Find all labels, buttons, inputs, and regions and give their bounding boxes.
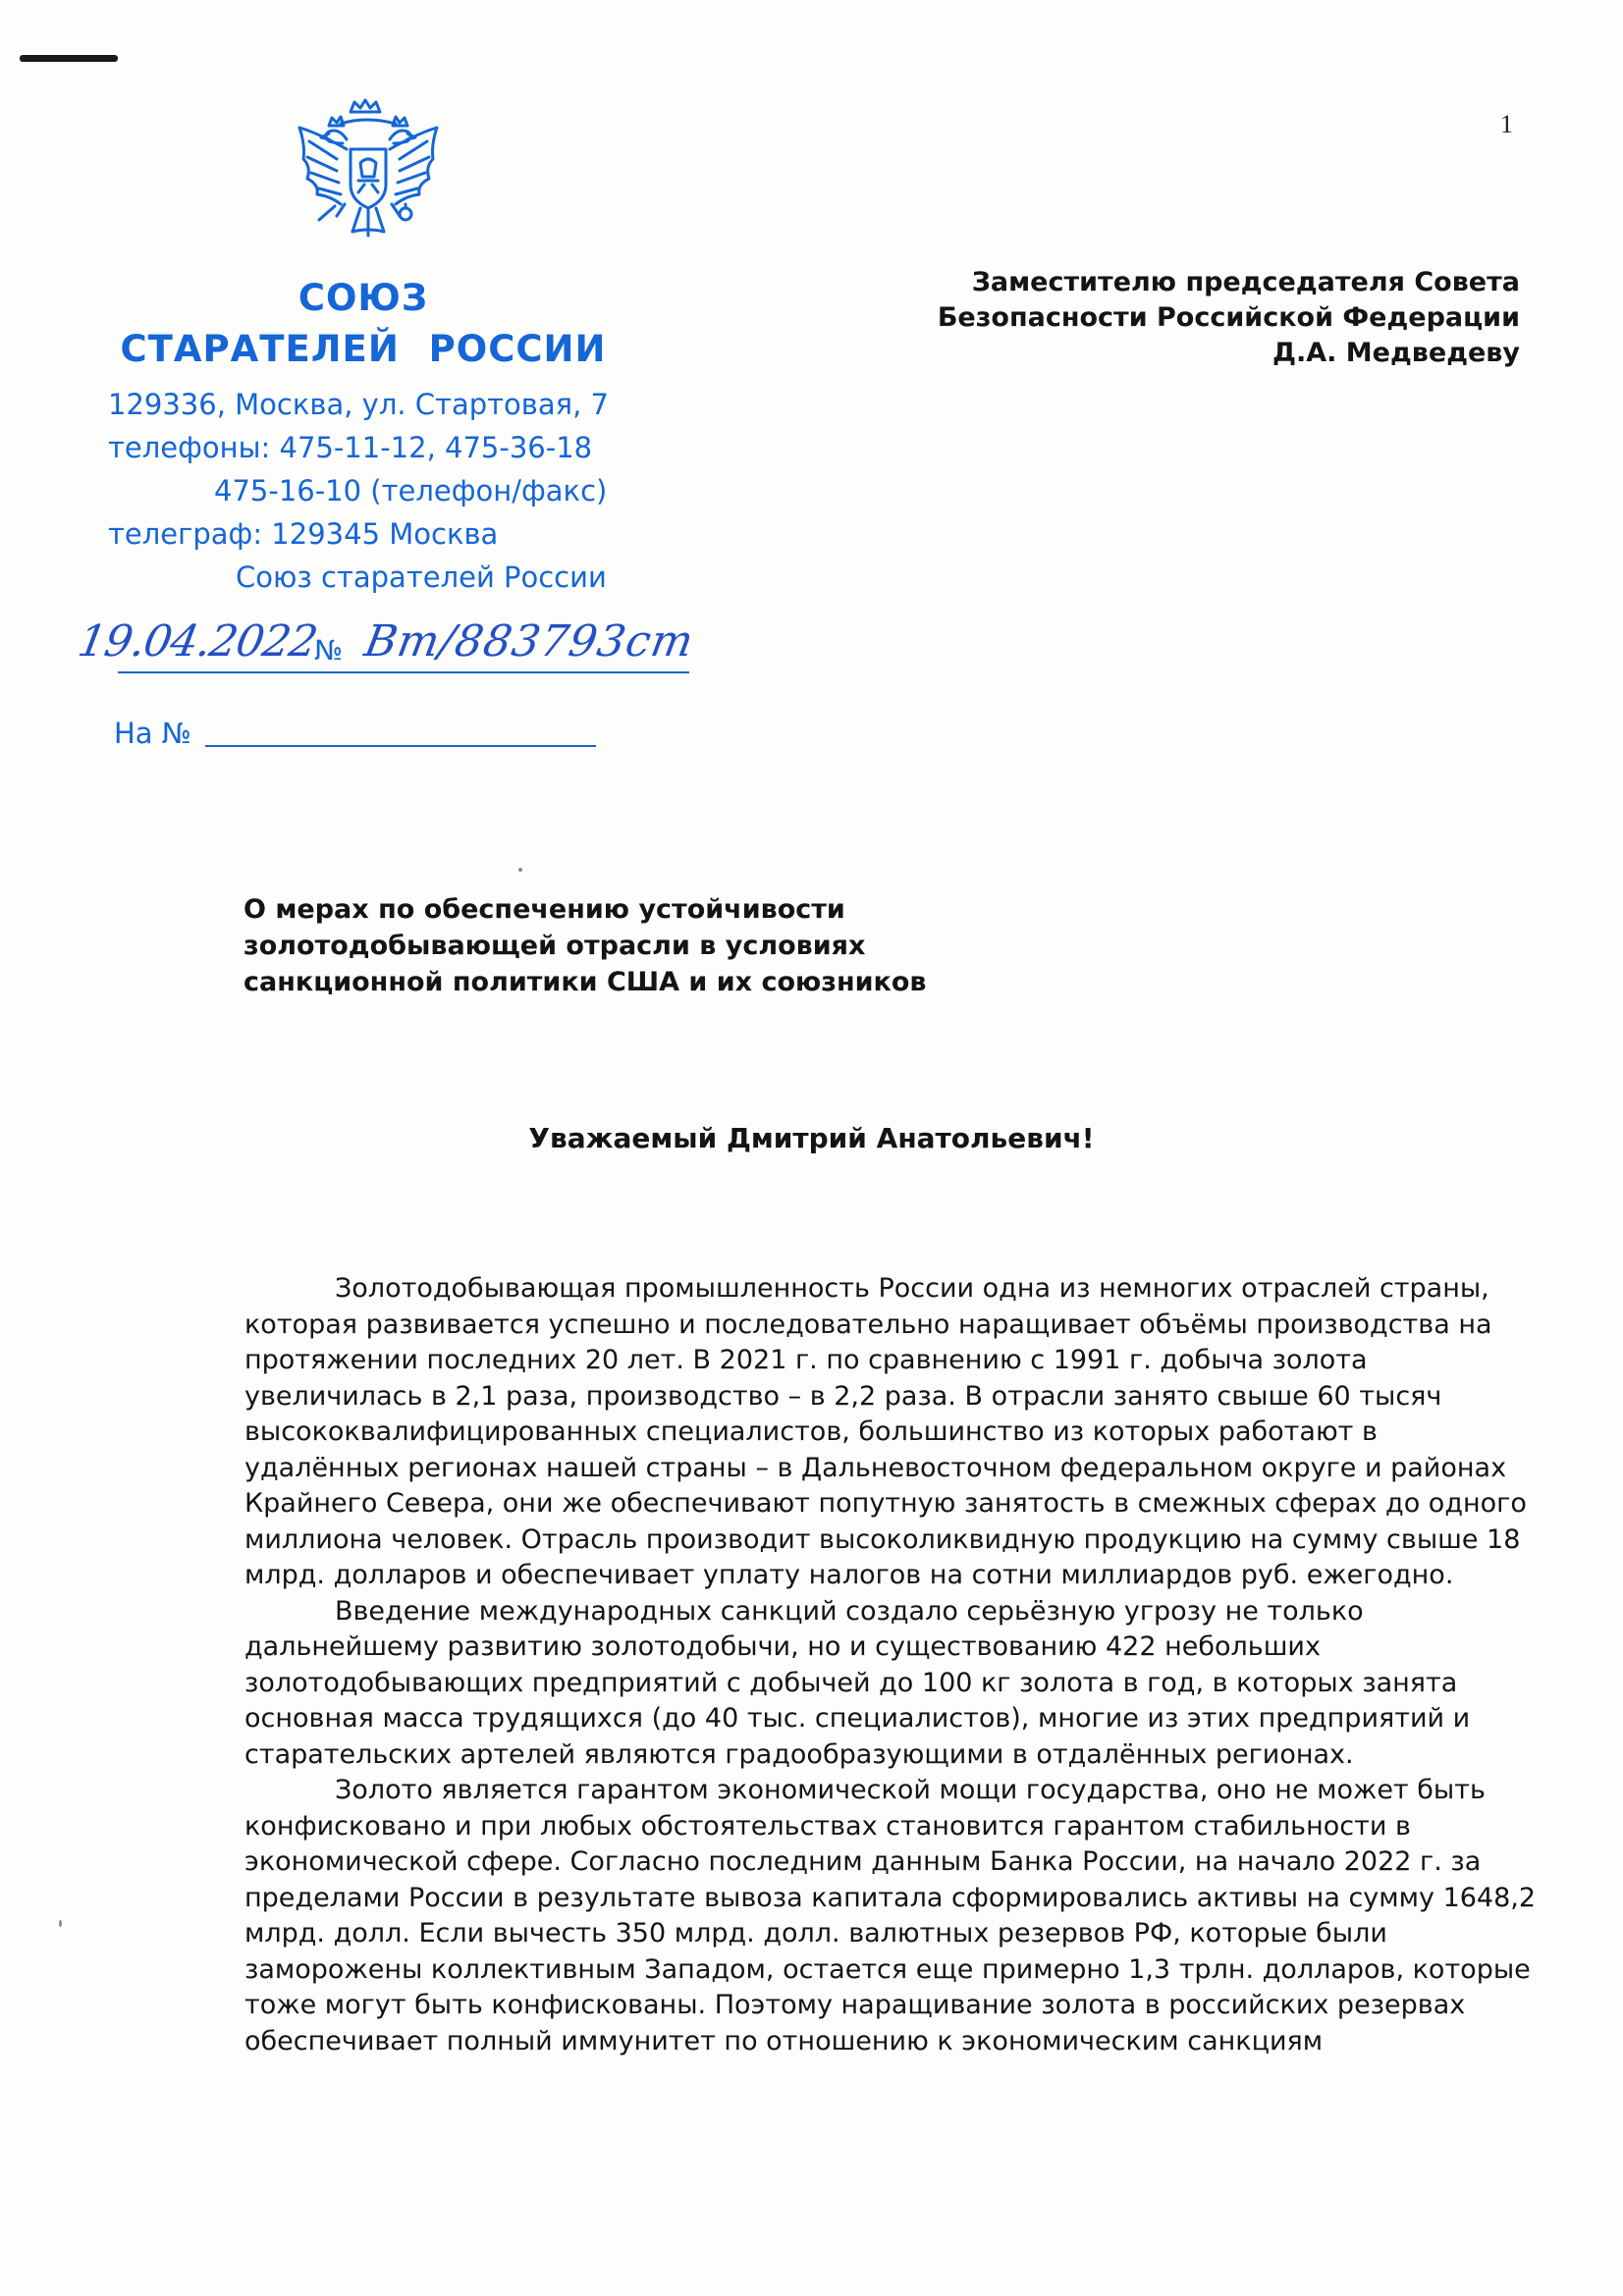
number-sign: № xyxy=(314,634,344,667)
organization-name-line1: СОЮЗ xyxy=(298,277,429,319)
body-paragraph: Золотодобывающая промышленность России одна из немногих отраслей страны, которая развивается успешно и последовательно наращивает объёмы производства на протяжении последних 20 лет. В 2021 г. по сравнению с 1991 г. добыча золота увеличилась в 2,1 раза, производство – в 2,2 раза. В отрасли занято свыше 60 тысяч высококвалифицированных специалистов, большинство из которых работают в удалённых регионах нашей страны – в Дальневосточном федеральном округе и районах Крайнего Севера, они же обеспечивают попутную занятость в смежных сферах до одного миллиона человек. Отрасль производит высоколиквидную продукцию на сумму свыше 18 млрд. долларов и обеспечивает уплату налогов на сотни миллиардов руб. ежегодно. xyxy=(244,1273,1527,1590)
organization-name-line2: СТАРАТЕЛЕЙ РОССИИ xyxy=(120,328,607,370)
organization-letterhead xyxy=(108,273,619,599)
letter-body xyxy=(244,1271,1541,2059)
body-paragraph: Золото является гарантом экономической мощи государства, оно не может быть конфисковано и при любых обстоятельствах становится гарантом стабильности в экономической сфере. Согласно последним данным Банка России, на начало 2022 г. за пределами России в результате вывоза капитала сформировались активы на сумму 1648,2 млрд. долл. Если вычесть 350 млрд. долл. валютных резервов РФ, которые были заморожены коллективным Западом, остается еще примерно 1,3 трлн. долларов, которые тоже могут быть конфискованы. Поэтому наращивание золота в российских резервах обеспечивает полный иммунитет по отношению к экономическим санкциям xyxy=(244,1775,1537,2056)
salutation: Уважаемый Дмитрий Анатольевич! xyxy=(528,1122,1095,1154)
organization-phones: телефоны: 475-11-12, 475-36-18 xyxy=(108,431,593,464)
organization-telegraph-address: Союз старателей России xyxy=(236,561,607,594)
organization-name xyxy=(108,273,619,375)
subject-line3: санкционной политики США и их союзников xyxy=(243,967,927,997)
organization-fax: 475-16-10 (телефон/факс) xyxy=(214,474,608,507)
handwritten-date: 19.04.2022 xyxy=(74,616,321,667)
body-paragraph: Введение международных санкций создало серьёзную угрозу не только дальнейшему развитию золотодобычи, но и существованию 422 небольших золотодобывающих предприятий с добычей до 100 кг золота в год, в которых занята основная масса трудящихся (до 40 тыс. специалистов), многие из этих предприятий и старательских артелей являются градообразующими в отдалённых регионах. xyxy=(244,1595,1471,1770)
reply-to-blank-line xyxy=(205,745,596,747)
addressee-line2: Безопасности Российской Федерации xyxy=(937,302,1520,333)
addressee-block xyxy=(938,265,1520,371)
reply-to-reference xyxy=(114,717,596,750)
reply-to-label: На № xyxy=(114,717,191,750)
addressee-line1: Заместителю председателя Совета xyxy=(971,267,1520,297)
subject-line1: О мерах по обеспечению устойчивости xyxy=(243,894,845,925)
page-number: 1 xyxy=(1500,110,1513,138)
coat-of-arms-icon xyxy=(290,94,447,241)
handwritten-reference-number: Вт/883793ст xyxy=(360,616,698,667)
scan-edge-mark xyxy=(20,55,118,62)
outgoing-reference xyxy=(74,607,698,675)
subject-line2: золотодобывающей отрасли в условиях xyxy=(243,931,866,961)
reference-underline xyxy=(118,671,689,673)
scan-speck xyxy=(59,1920,62,1927)
organization-address: 129336, Москва, ул. Стартовая, 7 xyxy=(108,388,609,421)
organization-telegraph: телеграф: 129345 Москва xyxy=(108,517,499,551)
addressee-line3: Д.А. Медведеву xyxy=(1271,338,1520,368)
scan-speck xyxy=(518,868,522,872)
letter-subject xyxy=(243,891,927,1000)
